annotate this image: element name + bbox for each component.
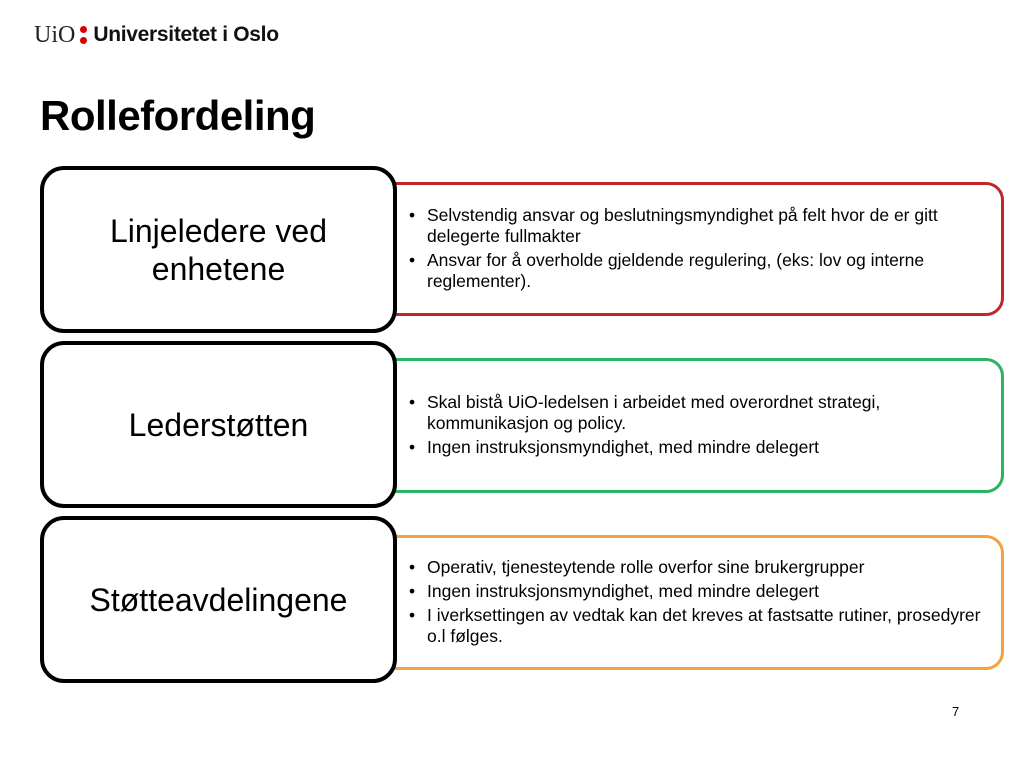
role-label: Støtteavdelingene [89, 581, 348, 618]
role-bullet: • Skal bistå UiO-ledelsen i arbeidet med overordnet strategi, kommunikasjon og policy. [407, 392, 993, 434]
role-label: Lederstøtten [128, 406, 309, 443]
role-detail-box-lederstotten [362, 358, 1004, 493]
role-label-box-stotteavdelingene [40, 516, 397, 683]
page-number: 7 [952, 704, 960, 719]
logo-university-name: Universitetet i Oslo [93, 23, 279, 46]
role-bullet: • Ansvar for å overholde gjeldende regulering, (eks: lov og interne reglementer). [407, 250, 993, 292]
role-detail-box-linjeledere [362, 182, 1004, 316]
role-label-box-linjeledere [40, 166, 397, 333]
role-label: Linjeledere ved enhetene [109, 212, 328, 287]
logo-dots-icon [80, 26, 87, 44]
role-bullet: • Operativ, tjenesteytende rolle overfor sine brukergrupper [407, 557, 993, 578]
role-bullet-list [407, 204, 993, 295]
role-bullet: • I iverksettingen av vedtak kan det kreves at fastsatte rutiner, prosedyrer o.l følges. [407, 605, 993, 647]
role-bullet: • Ingen instruksjonsmyndighet, med mindre delegert [407, 581, 993, 602]
logo-uio-text: UiO [34, 21, 76, 48]
role-bullet-list [407, 556, 993, 650]
role-label-box-lederstotten [40, 341, 397, 508]
role-bullet: • Selvstendig ansvar og beslutningsmyndighet på felt hvor de er gitt delegerte fullmakter [407, 205, 993, 247]
uio-logo [34, 20, 279, 50]
slide-title: Rollefordeling [40, 92, 316, 139]
role-detail-box-stotteavdelingene [362, 535, 1004, 670]
role-bullet-list [407, 391, 993, 461]
role-bullet: • Ingen instruksjonsmyndighet, med mindre delegert [407, 437, 993, 458]
